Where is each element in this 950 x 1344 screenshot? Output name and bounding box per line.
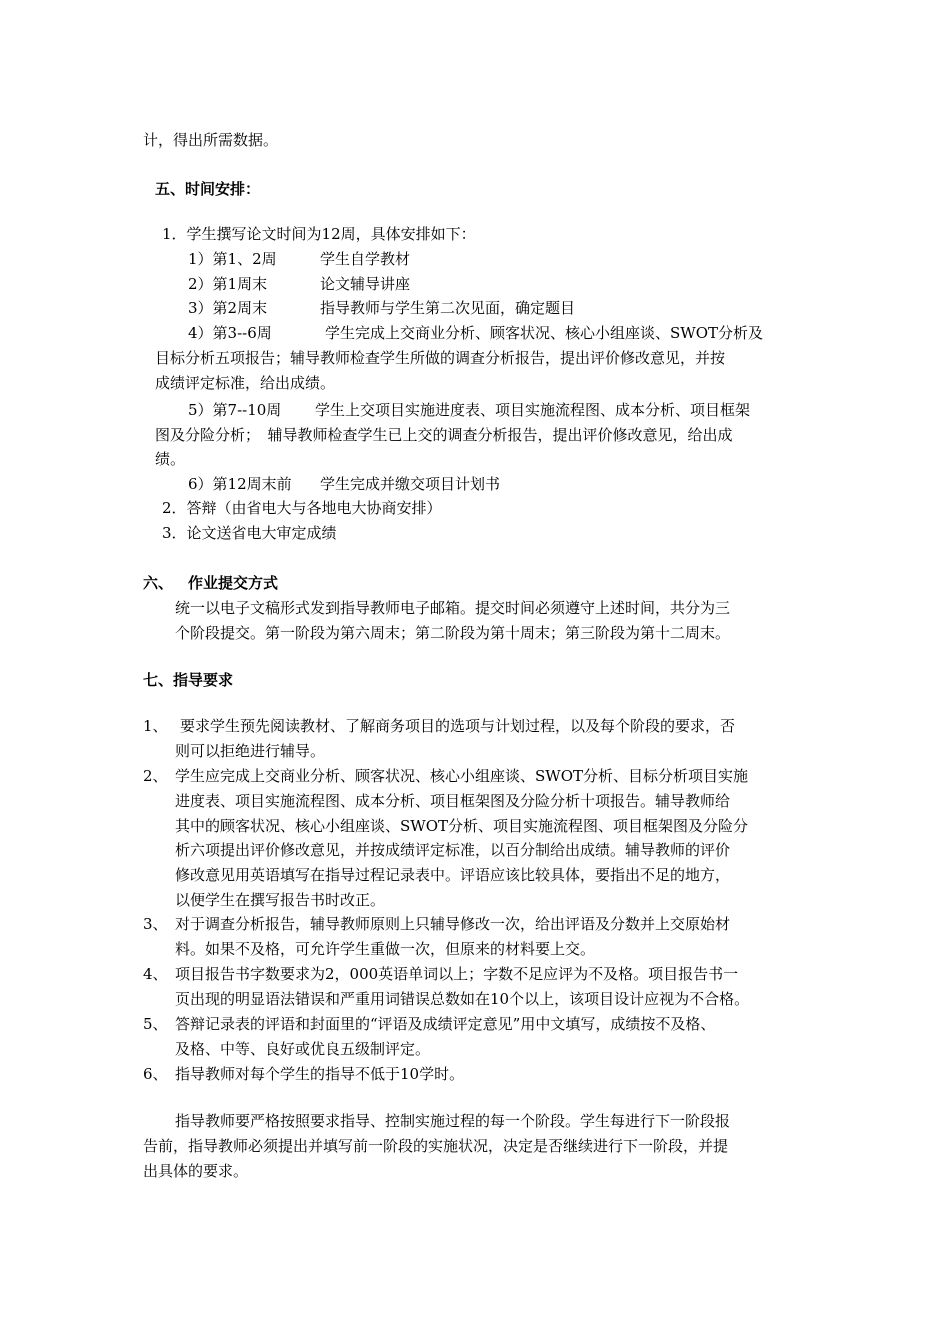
section6-heading-number: 六、 — [143, 574, 174, 592]
schedule-sub5-week: 5）第7--10周 — [188, 401, 282, 419]
schedule-sub5-line2: 图及分险分析； 辅导教师检查学生已上交的调查分析报告，提出评价修改意见，给出成 — [155, 426, 733, 444]
schedule-sub1-week: 1）第1、2周 — [188, 250, 277, 268]
schedule-sub5-line3: 绩。 — [155, 450, 186, 468]
requirement-3-line: 料。如果不及格，可允许学生重做一次，但原来的材料要上交。 — [175, 940, 596, 958]
requirement-1-line: 要求学生预先阅读教材、了解商务项目的选项与计划过程，以及每个阶段的要求，否 — [180, 717, 736, 735]
schedule-sub1-task: 学生自学教材 — [320, 250, 411, 268]
requirement-2-line: 学生应完成上交商业分析、顾客状况、核心小组座谈、SWOT分析、目标分析项目实施 — [175, 767, 748, 785]
requirement-6-number: 6、 — [143, 1065, 168, 1083]
requirement-5-line: 及格、中等、良好或优良五级制评定。 — [175, 1040, 431, 1058]
schedule-sub2-week: 2）第1周末 — [188, 275, 268, 293]
requirement-2-number: 2、 — [143, 767, 168, 785]
requirement-3-line: 对于调查分析报告，辅导教师原则上只辅导修改一次，给出评语及分数并上交原始材 — [175, 915, 731, 933]
schedule-sub2-task: 论文辅导讲座 — [320, 275, 411, 293]
section6-heading-text: 作业提交方式 — [188, 574, 279, 592]
section5-heading: 五、时间安排： — [155, 180, 261, 198]
requirement-2-line: 其中的顾客状况、核心小组座谈、SWOT分析、项目实施流程图、项目框架图及分险分 — [175, 817, 748, 835]
requirement-4-number: 4、 — [143, 965, 168, 983]
schedule-sub4-week: 4）第3--6周 — [188, 324, 272, 342]
requirement-1-number: 1、 — [143, 717, 168, 735]
schedule-sub4-line1: 学生完成上交商业分析、顾客状况、核心小组座谈、SWOT分析及 — [325, 324, 763, 342]
section6-line2: 个阶段提交。第一阶段为第六周末；第二阶段为第十周末；第三阶段为第十二周末。 — [175, 624, 731, 642]
schedule-item-1: 1．学生撰写论文时间为12周，具体安排如下： — [162, 225, 476, 243]
requirement-2-line: 修改意见用英语填写在指导过程记录表中。评语应该比较具体，要指出不足的地方， — [175, 866, 731, 884]
section6-line1: 统一以电子文稿形式发到指导教师电子邮箱。提交时间必须遵守上述时间，共分为三 — [175, 599, 731, 617]
schedule-sub6-task: 学生完成并缴交项目计划书 — [320, 475, 501, 493]
requirement-2-line: 以便学生在撰写报告书时改正。 — [175, 891, 386, 909]
schedule-sub3-task: 指导教师与学生第二次见面，确定题目 — [320, 299, 576, 317]
requirement-6-line: 指导教师对每个学生的指导不低于10学时。 — [175, 1065, 465, 1083]
schedule-item-3: 3．论文送省电大审定成绩 — [162, 524, 337, 542]
requirement-2-line: 进度表、项目实施流程图、成本分析、项目框架图及分险分析十项报告。辅导教师给 — [175, 792, 731, 810]
closing-line1: 指导教师要严格按照要求指导、控制实施过程的每一个阶段。学生每进行下一阶段报 — [175, 1112, 731, 1130]
requirement-2-line: 析六项提出评价修改意见，并按成绩评定标准，以百分制给出成绩。辅导教师的评价 — [175, 841, 731, 859]
requirement-3-number: 3、 — [143, 915, 168, 933]
schedule-sub4-line3: 成绩评定标准，给出成绩。 — [155, 374, 336, 392]
requirement-4-line: 项目报告书字数要求为2，000英语单词以上；字数不足应评为不及格。项目报告书一 — [175, 965, 739, 983]
schedule-sub3-week: 3）第2周末 — [188, 299, 268, 317]
requirement-1-line: 则可以拒绝进行辅导。 — [175, 742, 326, 760]
intro-tail-text: 计，得出所需数据。 — [143, 131, 279, 149]
schedule-sub5-line1: 学生上交项目实施进度表、项目实施流程图、成本分析、项目框架 — [315, 401, 751, 419]
requirement-4-line: 页出现的明显语法错误和严重用词错误总数如在10个以上，该项目设计应视为不合格。 — [175, 990, 750, 1008]
schedule-item-2: 2．答辩（由省电大与各地电大协商安排） — [162, 499, 442, 517]
section7-heading: 七、指导要求 — [143, 671, 234, 689]
requirement-5-line: 答辩记录表的评语和封面里的“评语及成绩评定意见”用中文填写，成绩按不及格、 — [175, 1015, 716, 1033]
schedule-sub6-week: 6）第12周末前 — [188, 475, 292, 493]
closing-line3: 出具体的要求。 — [143, 1162, 249, 1180]
schedule-sub4-line2: 目标分析五项报告；辅导教师检查学生所做的调查分析报告，提出评价修改意见，并按 — [155, 349, 726, 367]
closing-line2: 告前，指导教师必须提出并填写前一阶段的实施状况，决定是否继续进行下一阶段，并提 — [143, 1137, 729, 1155]
requirement-5-number: 5、 — [143, 1015, 168, 1033]
